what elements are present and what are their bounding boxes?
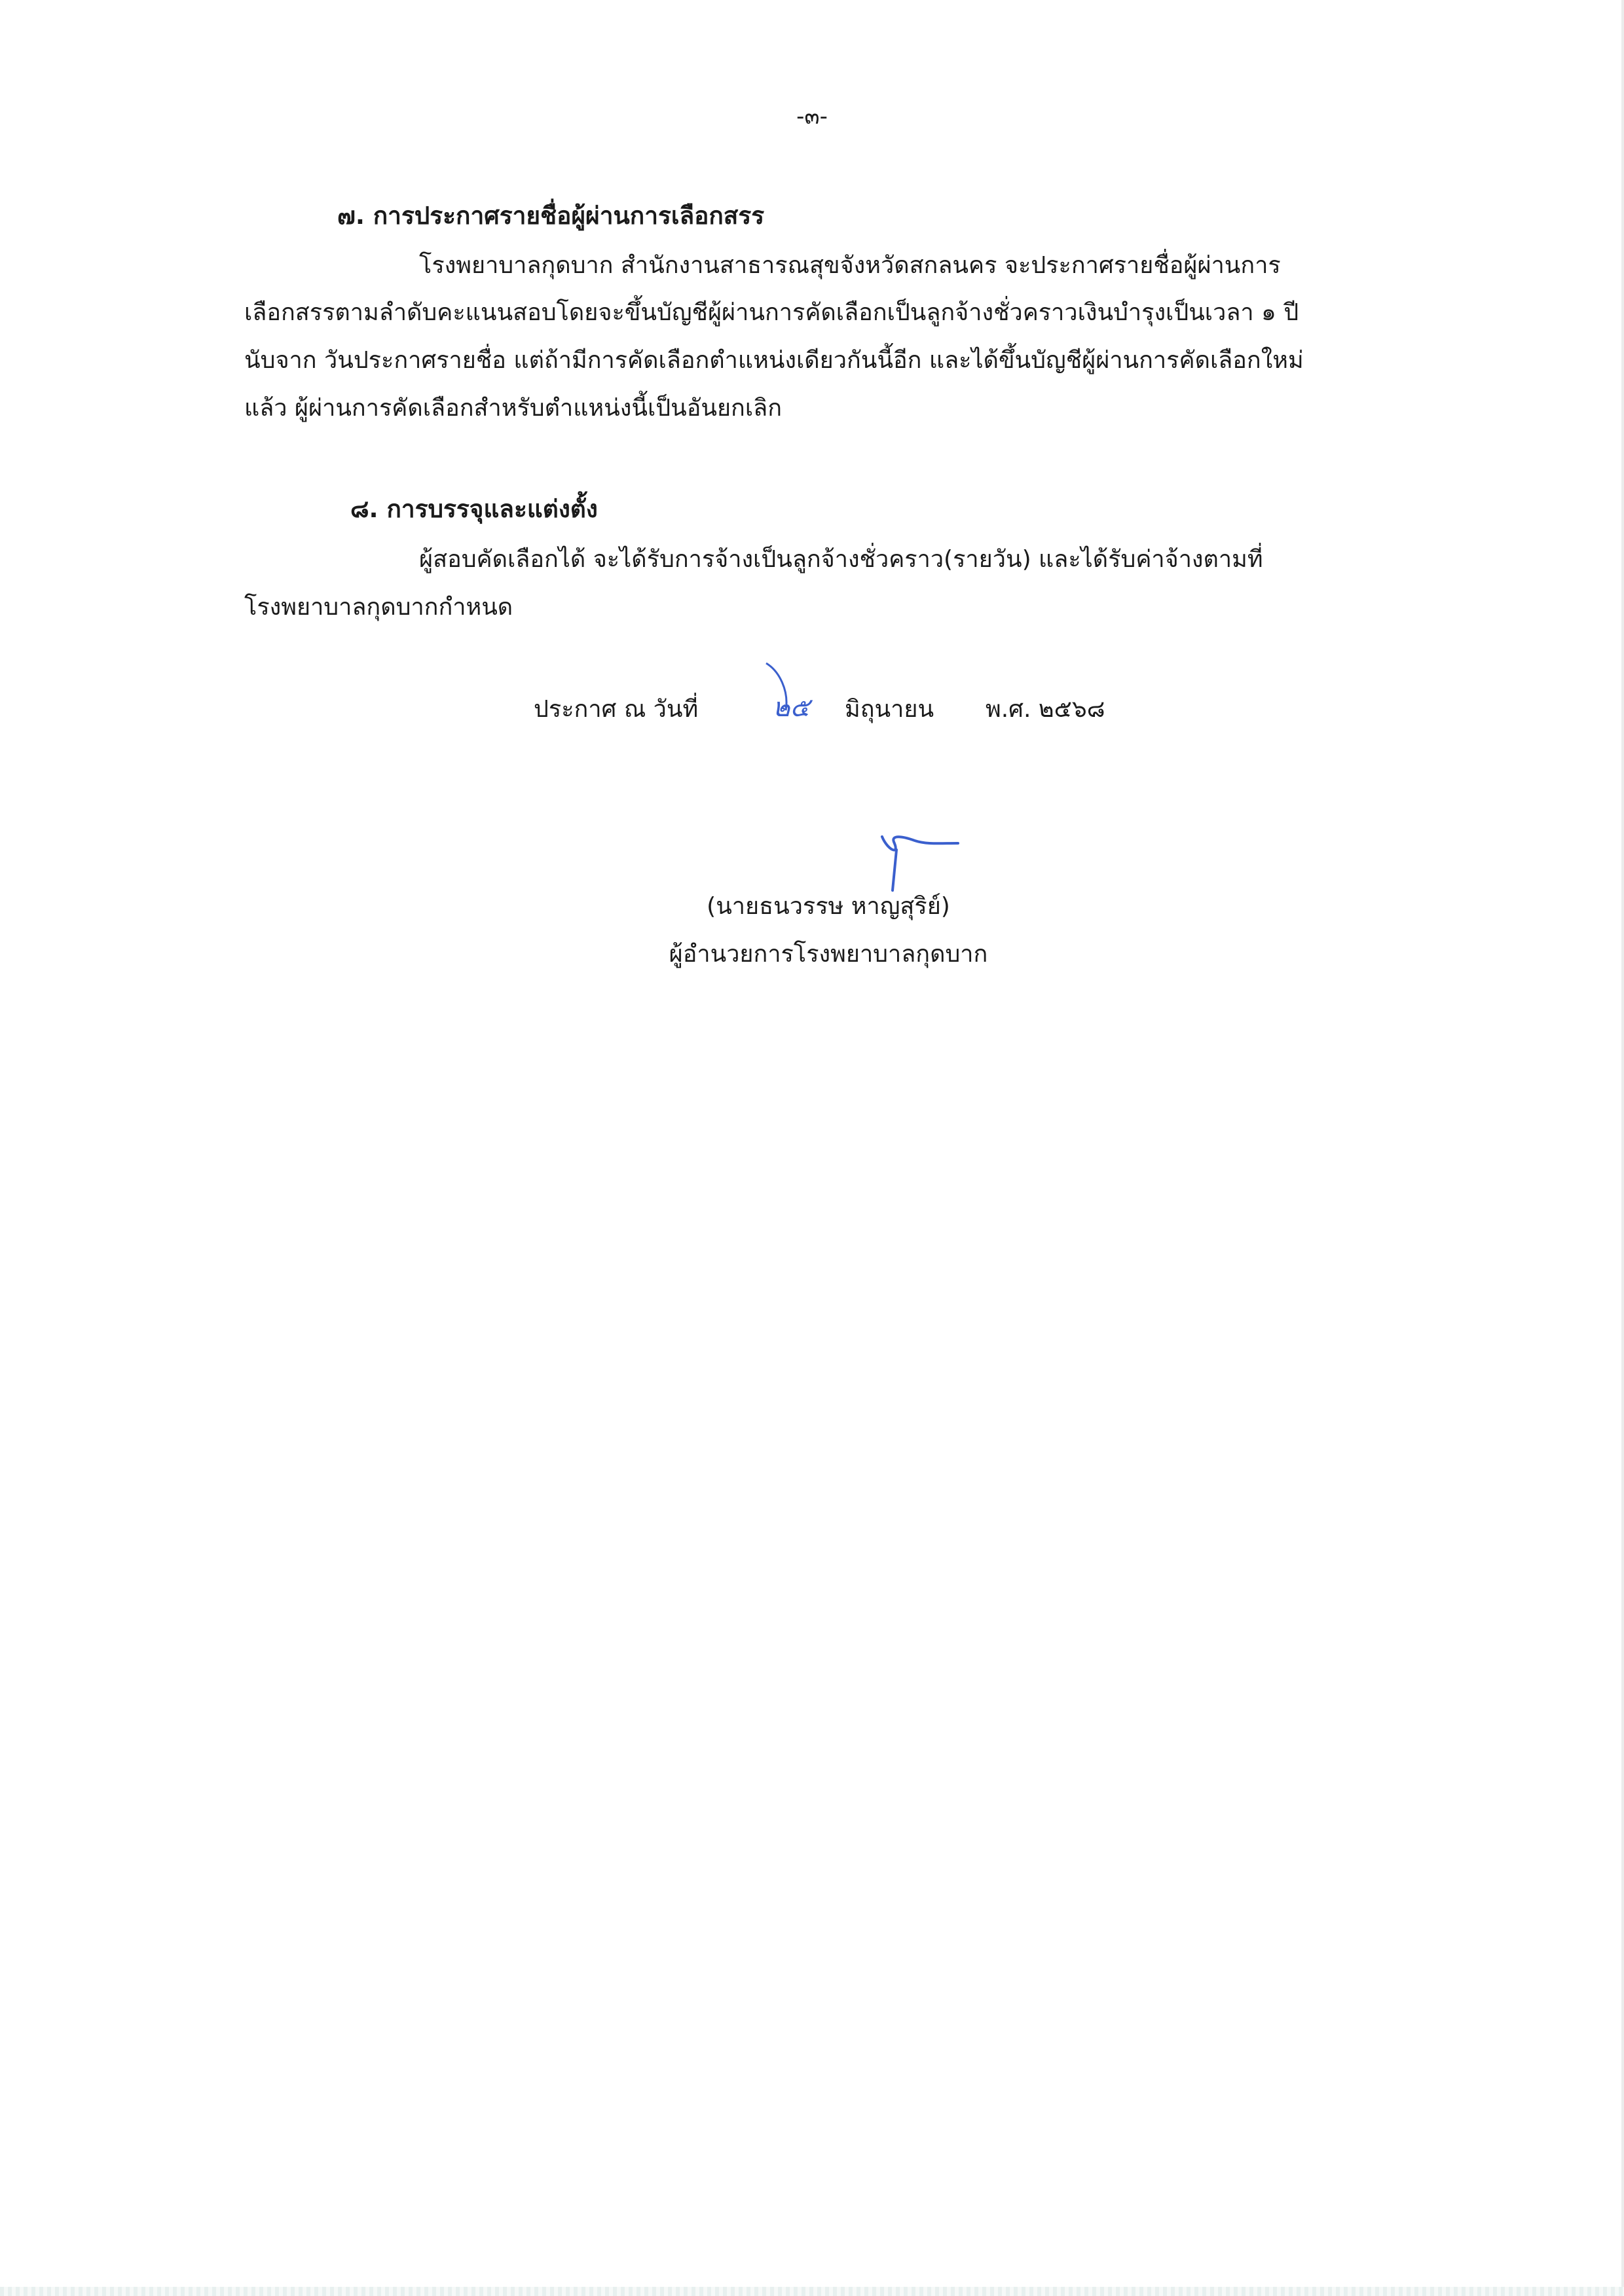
date-ink-stroke [760, 658, 851, 723]
announcement-year: พ.ศ. ๒๕๖๘ [986, 696, 1105, 723]
announcement-month: มิถุนายน [845, 696, 934, 723]
scan-bottom-edge [0, 2287, 1624, 2296]
section-8-heading: ๘. การบรรจุและแต่งตั้ง [350, 495, 598, 523]
section-7-line-2: เลือกสรรตามลำดับคะแนนสอบโดยจะขึ้นบัญชีผู้ผ่านการคัดเลือกเป็นลูกจ้างชั่วคราวเงินบำรุงเป็นเวลา ๑ ปี [244, 299, 1299, 326]
signature-mark [874, 824, 966, 896]
scan-right-edge [1621, 0, 1624, 2296]
signatory-name: (นายธนวรรษ หาญสุริย์) [707, 893, 950, 920]
section-8-line-2: โรงพยาบาลกุดบากกำหนด [244, 594, 513, 621]
section-7-line-4: แล้ว ผู้ผ่านการคัดเลือกสำหรับตำแหน่งนี้เป็นอันยกเลิก [244, 395, 783, 422]
section-7-line-1-text: โรงพยาบาลกุดบาก สำนักงานสาธารณสุขจังหวัดสกลนคร จะประกาศรายชื่อผู้ผ่านการ [419, 252, 1281, 279]
section-8-line-1: ผู้สอบคัดเลือกได้ จะได้รับการจ้างเป็นลูกจ้างชั่วคราว(รายวัน) และได้รับค่าจ้างตามที่ [419, 546, 1263, 573]
section-7-heading: ๗. การประกาศรายชื่อผู้ผ่านการเลือกสรร [337, 202, 765, 230]
announcement-prefix: ประกาศ ณ วันที่ [534, 696, 699, 723]
page-number: -๓- [796, 103, 828, 130]
section-7-line-1 [419, 246, 1480, 283]
section-7-line-3: นับจาก วันประกาศรายชื่อ แต่ถ้ามีการคัดเลือกตำแหน่งเดียวกันนี้อีก และได้ขึ้นบัญชีผู้ผ่านการคัดเลือกใหม่ [244, 347, 1304, 374]
announcement-day-handwritten: ๒๕ [773, 693, 810, 723]
signatory-title: ผู้อำนวยการโรงพยาบาลกุดบาก [669, 941, 988, 968]
